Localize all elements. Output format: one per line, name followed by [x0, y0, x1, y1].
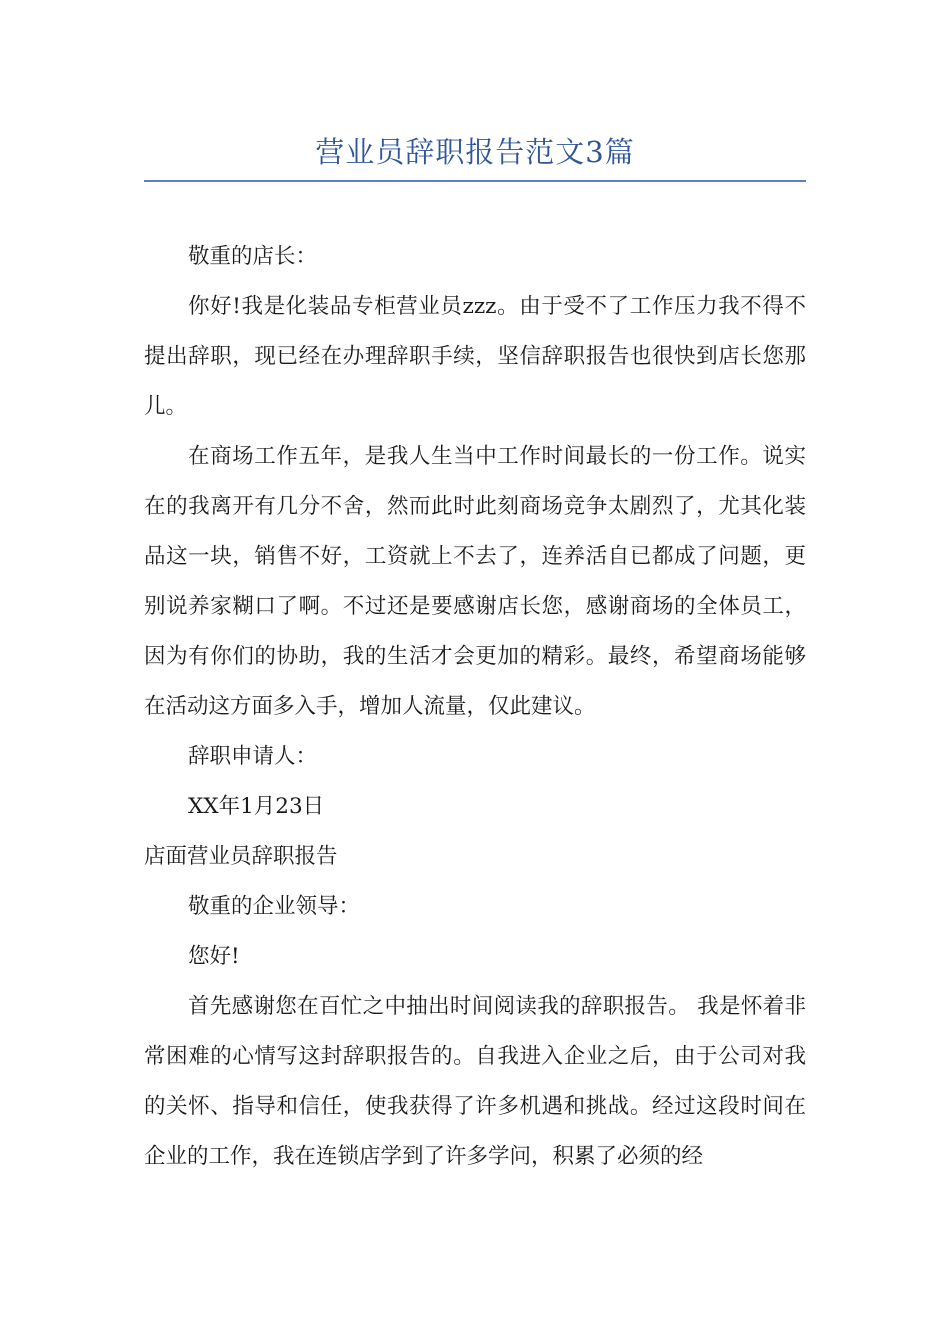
- signature-applicant: 辞职申请人：: [188, 744, 318, 769]
- paragraph-thanks: 首先感谢您在百忙之中抽出时间阅读我的辞职报告。 我是怀着非常困难的心情写这封辞职报告的。自我进入企业之后，由于公司对我的关怀、指导和信任，使我获得了许多机遇和挑战。经过这段时间在企业的工作，我在连锁店学到了许多学问，积累了必须的经: [144, 994, 806, 1169]
- paragraph-reasons: 在商场工作五年，是我人生当中工作时间最长的一份工作。说实在的我离开有几分不舍，然而此时此刻商场竞争太剧烈了，尤其化装品这一块，销售不好，工资就上不去了，连养活自已都成了问题，更别说养家糊口了啊。不过还是要感谢店长您，感谢商场的全体员工，因为有你们的协助，我的生活才会更加的精彩。最终，希望商场能够在活动这方面多入手，增加人流量，仅此建议。: [144, 444, 806, 719]
- title-underline: [144, 180, 806, 182]
- salutation-company-leader: 敬重的企业领导：: [188, 894, 361, 919]
- greeting-hello: 您好!: [188, 944, 240, 969]
- signature-date: XX年1月23日: [188, 794, 325, 819]
- document-title: 营业员辞职报告范文3篇: [315, 135, 635, 169]
- paragraph-greeting-intro: 你好!我是化装品专柜营业员zzz。由于受不了工作压力我不得不提出辞职，现已经在办理辞职手续，坚信辞职报告也很快到店长您那儿。: [144, 294, 806, 419]
- salutation-store-manager: 敬重的店长：: [188, 244, 318, 269]
- document-body: [144, 232, 806, 1182]
- section-heading-second-letter: 店面营业员辞职报告: [144, 844, 338, 869]
